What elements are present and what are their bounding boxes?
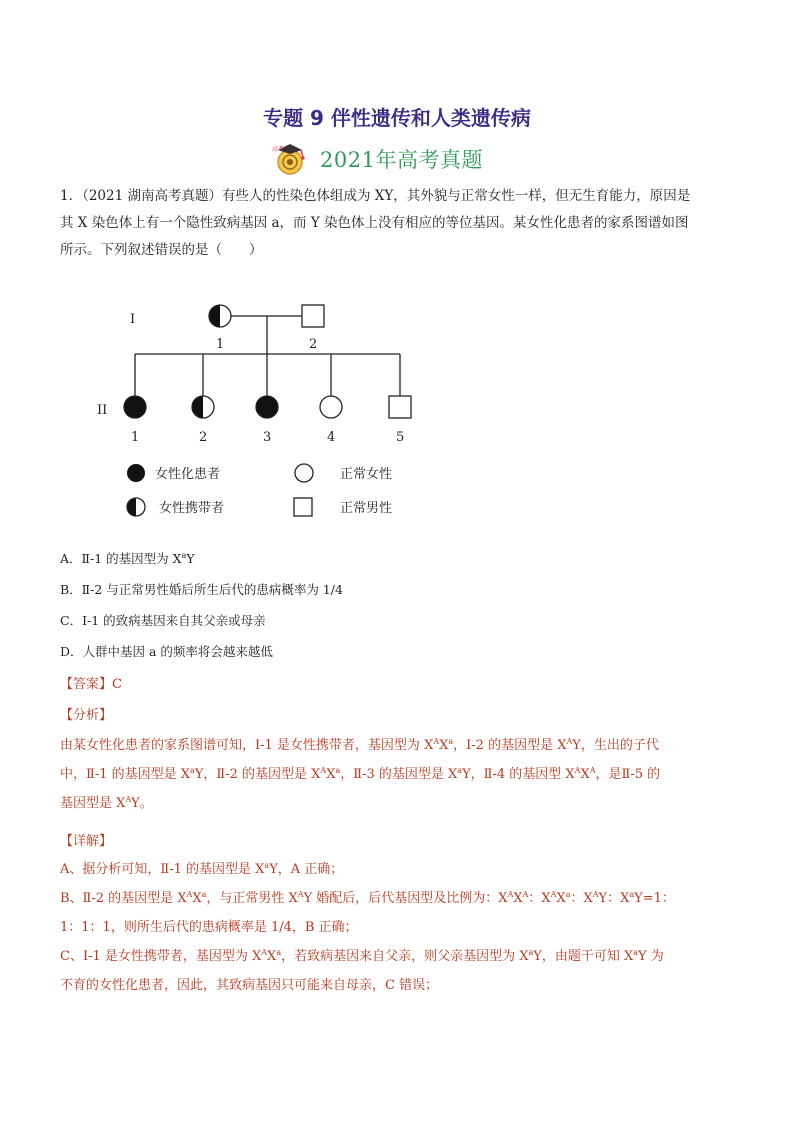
pedigree-normal-male-symbol	[389, 396, 411, 418]
page-subtitle: 2021年高考真题	[320, 148, 483, 172]
generation-label-2: II	[97, 403, 108, 418]
pedigree-number: 1	[216, 337, 225, 352]
generation-label-1: I	[130, 312, 136, 327]
option-c: C．I-1 的致病基因来自其父亲或母亲	[60, 613, 266, 628]
detail-text: A、据分析可知，Ⅱ-1 的基因型是 $X^aY$，A 正确； B、Ⅱ-2 的基因型是 $X^AX^a$，与正常男性 $X^AY$ 婚配后，后代基因型及比例为：$X^AX^A$：$X^AX^a$：$X^AY$：$X^aY=1$： 1：1：1，则所生后代的患病概率是 1/4，B 正确； C、Ⅰ-1 是女性携带者，基因型为 $X^AX^a$，若致病基因来自父亲，则父亲基因型为 $X^aY$，由题干可知 $X^aY$ 为 不育的女性化患者，因此，其致病基因只可能来自母亲，C 错误；	[60, 861, 675, 993]
legend-label: 女性携带者	[159, 501, 225, 516]
pedigree-carrier-female-symbol	[192, 396, 214, 418]
subtitle-banner	[268, 140, 483, 178]
question-stem-line: 其 X 染色体上有一个隐性致病基因 a，而 Y 染色体上没有相应的等位基因。某女性化患者的家系图谱如图	[60, 215, 689, 231]
question-stem-line: 1．（2021 湖南高考真题）有些人的性染色体组成为 XY，其外貌与正常女性一样，但无生育能力，原因是	[60, 188, 691, 204]
pedigree-affected-female-symbol	[124, 396, 146, 418]
legend-label: 正常女性	[340, 467, 393, 482]
question-stem	[60, 183, 750, 264]
legend-normal-female-icon	[295, 464, 313, 482]
pedigree-carrier-female-symbol	[209, 305, 231, 327]
pedigree-number: 2	[309, 337, 318, 352]
answer-label: 【答案】C	[60, 677, 122, 692]
option-d: D．人群中基因 a 的频率将会越来越低	[60, 644, 273, 659]
pedigree-number: 2	[199, 430, 208, 445]
question-stem-line: 所示。下列叙述错误的是（ ）	[60, 242, 263, 258]
legend-carrier-female-icon	[127, 498, 145, 516]
detail-label: 【详解】	[60, 834, 113, 849]
pedigree-normal-female-symbol	[320, 396, 342, 418]
pedigree-number: 3	[263, 430, 272, 445]
legend-normal-male-icon	[294, 498, 312, 516]
svg-text:高考: 高考	[272, 146, 285, 153]
pedigree-number: 4	[327, 430, 336, 445]
page-title: 专题 9 伴性遗传和人类遗传病	[263, 106, 531, 130]
legend-label: 女性化患者	[155, 467, 221, 482]
mascot-logo-icon	[268, 141, 312, 177]
option-a: A．Ⅱ-1 的基因型为 $X^aY$	[60, 551, 195, 566]
analysis-label: 【分析】	[60, 708, 113, 723]
pedigree-number: 1	[131, 430, 140, 445]
pedigree-chart	[95, 292, 425, 532]
pedigree-affected-female-symbol	[256, 396, 278, 418]
analysis-text: 由某女性化患者的家系图谱可知，Ⅰ-1 是女性携带者，基因型为 $X^AX^a$，Ⅰ-2 的基因型是 $X^AY$，生出的子代 中，Ⅱ-1 的基因型是 $X^aY$，Ⅱ-2 的基因型是 $X^AX^a$，Ⅱ-3 的基因型是 $X^aY$，Ⅱ-4 的基因型 $X^AX^A$，是Ⅱ-5 的 基因型是 $X^AY$。	[60, 737, 661, 811]
legend-affected-female-icon	[127, 464, 145, 482]
pedigree-number: 5	[396, 430, 405, 445]
pedigree-normal-male-symbol	[302, 305, 324, 327]
legend-label: 正常男性	[340, 501, 393, 516]
option-b: B．Ⅱ-2 与正常男性婚后所生后代的患病概率为 1/4	[60, 582, 343, 597]
